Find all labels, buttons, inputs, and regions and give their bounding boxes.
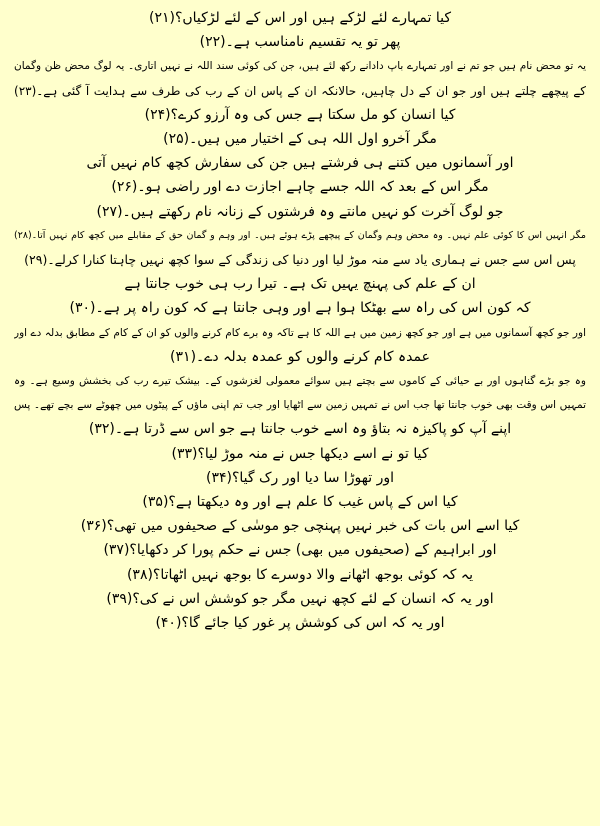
verse-29: پس اس سے جس نے ہماری یاد سے منہ موڑ لیا اور دنیا کی زندگی کے سوا کچھ نہیں چاہتا کنارا کرلے۔(۲۹) — [24, 252, 576, 268]
verse-30-line-1: ان کے علم کی پہنچ یہیں تک ہے۔ تیرا رب ہی خوب جانتا ہے — [124, 276, 476, 293]
verse-39: اور یہ کہ انسان کے لئے کچھ نہیں مگر جو کوشش اس نے کی؟(۳۹) — [106, 590, 494, 607]
verse-26-line-2: مگر اس کے بعد کہ اللہ جسے چاہے اجازت دے اور راضی ہو۔(۲۶) — [111, 179, 489, 196]
verse-21: کیا تمہارے لئے لڑکے ہیں اور اس کے لئے لڑکیاں؟(۲۱) — [148, 10, 452, 26]
verse-36: کیا اسے اس بات کی خبر نہیں پہنچی جو موسٰی کے صحیفوں میں تھی؟(۳۶) — [80, 518, 520, 535]
verse-34: اور تھوڑا سا دیا اور رک گیا؟(۳۴) — [205, 469, 394, 486]
verse-24: کیا انسان کو مل سکتا ہے جس کی وہ آرزو کرے؟(۲۴) — [144, 106, 456, 123]
verse-38: یہ کہ کوئی بوجھ اٹھانے والا دوسرے کا بوجھ نہیں اٹھاتا؟(۳۸) — [126, 566, 474, 583]
verse-35: کیا اس کے پاس غیب کا علم ہے اور وہ دیکھتا ہے؟(۳۵) — [142, 494, 458, 511]
verse-23-line-1: یہ تو محض نام ہیں جو تم نے اور تمہارے باپ دادانے رکھ لئے ہیں، جن کی کوئی سند اللہ نے نہیں اتاری۔ یہ لوگ محض ظن وگمان — [14, 60, 586, 73]
verse-28: مگر انہیں اس کا کوئی علم نہیں۔ وہ محض وہم وگمان کے پیچھے پڑے ہوئے ہیں۔ اور وہم و گمان حق کے مقابلے میں کچھ کام نہیں آتا۔(۲۸) — [14, 229, 586, 241]
verse-32-line-3: اپنے آپ کو پاکیزہ نہ بتاؤ وہ اسے خوب جانتا ہے جو اس سے ڈرتا ہے۔(۳۲) — [88, 421, 512, 438]
verse-22: پھر تو یہ تقسیم نامناسب ہے۔(۲۲) — [199, 34, 401, 51]
verse-31-line-2: عمدہ کام کرنے والوں کو عمدہ بدلہ دے۔(۳۱) — [170, 348, 430, 365]
verse-33: کیا تو نے اسے دیکھا جس نے منہ موڑ لیا؟(۳۳) — [171, 445, 429, 462]
verse-26-line-1: اور آسمانوں میں کتنے ہی فرشتے ہیں جن کی سفارش کچھ کام نہیں آتی — [86, 155, 514, 172]
verse-32-line-2: تمہیں اس وقت بھی خوب جانتا تھا جب اس نے تمہیں زمین سے اٹھایا اور جب تم اپنی ماؤں کے پیٹوں میں چھوٹے سے بچے تھے۔ پس — [14, 399, 586, 412]
verse-31-line-1: اور جو کچھ آسمانوں میں ہے اور جو کچھ زمین میں ہے اللہ کا ہے تاکہ وہ برے کام کرنے والوں کو ان کے کام کے مطابق بدلہ دے اور — [14, 326, 586, 339]
verse-30-line-2: کہ کون اس کی راہ سے بھٹکا ہوا ہے اور وہی جانتا ہے کہ کون راہ پر ہے۔(۳۰) — [69, 300, 531, 317]
verse-37: اور ابراہیم کے (صحیفوں میں بھی) جس نے حکم پورا کر دکھایا؟(۳۷) — [103, 542, 497, 559]
verse-40: اور یہ کہ اس کی کوشش پر غور کیا جائے گا؟(۴۰) — [155, 615, 445, 632]
verse-27: جو لوگ آخرت کو نہیں مانتے وہ فرشتوں کے زنانہ نام رکھتے ہیں۔(۲۷) — [96, 203, 504, 220]
verse-23-line-2: کے پیچھے چلتے ہیں اور جو ان کے دل چاہیں، حالانکہ ان کے پاس ان کے رب کی طرف سے ہدایت آ گئی ہے۔(۲۳) — [14, 83, 586, 98]
verse-25: مگر آخرو اول اللہ ہی کے اختیار میں ہیں۔(۲۵) — [163, 131, 437, 148]
verse-32-line-1: وہ جو بڑے گناہوں اور بے حیائی کے کاموں سے بچتے ہیں سوائے معمولی لغزشوں کے۔ بیشک تیرے رب کی بخشش وسیع ہے۔ وہ — [14, 375, 586, 388]
